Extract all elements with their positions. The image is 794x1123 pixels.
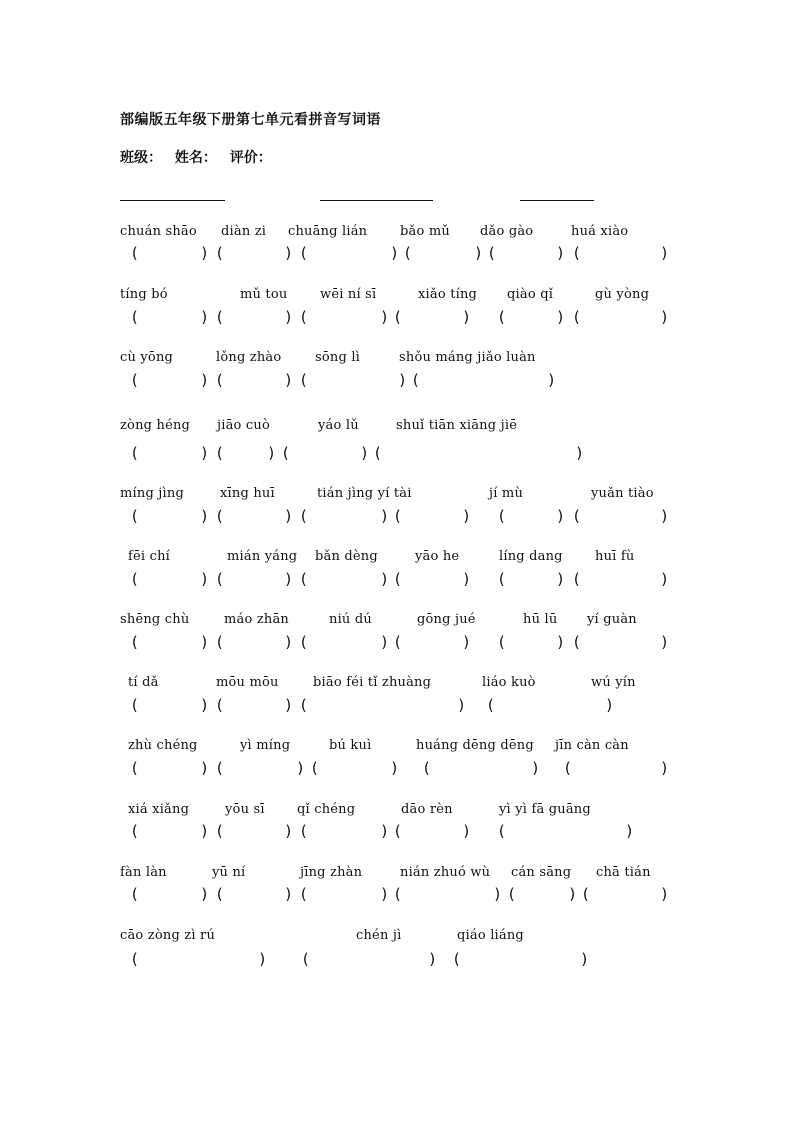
answer-box-open-paren: (	[572, 308, 582, 326]
answer-box-close-paren: )	[200, 822, 210, 840]
pinyin-word: nián zhuó wù	[400, 865, 491, 880]
pinyin-word: bǎo mǔ	[400, 224, 450, 239]
answer-box-open-paren: (	[572, 507, 582, 525]
name-label: 姓名：	[174, 150, 217, 166]
answer-box-open-paren: (	[130, 696, 140, 714]
answer-box-close-paren: )	[200, 308, 210, 326]
answer-box-close-paren: )	[200, 507, 210, 525]
answer-box-close-paren: )	[380, 507, 390, 525]
answer-box-open-paren: (	[497, 507, 507, 525]
answer-box-open-paren: (	[130, 507, 140, 525]
answer-box-close-paren: )	[462, 822, 472, 840]
answer-box-open-paren: (	[497, 308, 507, 326]
answer-box-close-paren: )	[200, 444, 210, 462]
answer-box-open-paren: (	[215, 371, 225, 389]
pinyin-word: huáng dēng dēng	[416, 738, 534, 753]
pinyin-word: bú kuì	[329, 738, 372, 753]
pinyin-word: yū ní	[212, 865, 246, 880]
pinyin-word: yì míng	[240, 738, 291, 753]
answer-box-open-paren: (	[130, 444, 140, 462]
pinyin-word: mǔ tou	[240, 287, 288, 302]
answer-box-open-paren: (	[130, 244, 140, 262]
pinyin-word: cán sāng	[511, 865, 572, 880]
pinyin-word: jiāo cuò	[217, 418, 270, 433]
answer-box-open-paren: (	[299, 885, 309, 903]
answer-box-close-paren: )	[556, 308, 566, 326]
answer-box-open-paren: (	[299, 822, 309, 840]
pinyin-word: yì yì fā guāng	[499, 802, 591, 817]
answer-box-close-paren: )	[380, 633, 390, 651]
answer-box-open-paren: (	[215, 507, 225, 525]
answer-box-open-paren: (	[130, 822, 140, 840]
answer-box-open-paren: (	[215, 244, 225, 262]
answer-box-close-paren: )	[390, 759, 400, 777]
answer-box-open-paren: (	[130, 885, 140, 903]
answer-box-close-paren: )	[200, 633, 210, 651]
pinyin-word: qiào qǐ	[507, 287, 554, 302]
answer-box-close-paren: )	[200, 570, 210, 588]
answer-box-close-paren: )	[462, 308, 472, 326]
answer-box-close-paren: )	[531, 759, 541, 777]
answer-box-close-paren: )	[462, 633, 472, 651]
answer-box-open-paren: (	[215, 885, 225, 903]
answer-box-close-paren: )	[660, 570, 670, 588]
answer-box-open-paren: (	[572, 570, 582, 588]
answer-box-close-paren: )	[556, 570, 566, 588]
answer-box-close-paren: )	[556, 633, 566, 651]
answer-box-close-paren: )	[284, 507, 294, 525]
answer-box-open-paren: (	[497, 633, 507, 651]
pinyin-word: zhù chéng	[128, 738, 198, 753]
answer-box-close-paren: )	[547, 371, 557, 389]
answer-box-close-paren: )	[284, 633, 294, 651]
answer-box-close-paren: )	[493, 885, 503, 903]
answer-box-close-paren: )	[660, 885, 670, 903]
answer-box-close-paren: )	[200, 244, 210, 262]
pinyin-word: míng jìng	[120, 486, 184, 501]
answer-box-open-paren: (	[373, 444, 383, 462]
answer-box-close-paren: )	[568, 885, 578, 903]
answer-box-close-paren: )	[390, 244, 400, 262]
answer-box-open-paren: (	[215, 759, 225, 777]
answer-box-open-paren: (	[507, 885, 517, 903]
pinyin-word: jīng zhàn	[300, 865, 363, 880]
answer-box-close-paren: )	[605, 696, 615, 714]
answer-box-close-paren: )	[660, 759, 670, 777]
answer-box-open-paren: (	[393, 507, 403, 525]
answer-box-close-paren: )	[380, 885, 390, 903]
answer-box-open-paren: (	[281, 444, 291, 462]
class-blank-line	[120, 200, 225, 201]
answer-box-open-paren: (	[215, 308, 225, 326]
answer-box-close-paren: )	[625, 822, 635, 840]
answer-box-close-paren: )	[267, 444, 277, 462]
answer-box-open-paren: (	[299, 507, 309, 525]
answer-box-close-paren: )	[258, 950, 268, 968]
pinyin-word: mōu mōu	[216, 675, 279, 690]
pinyin-word: mián yáng	[227, 549, 298, 564]
answer-box-open-paren: (	[299, 696, 309, 714]
answer-box-open-paren: (	[215, 570, 225, 588]
answer-box-close-paren: )	[380, 570, 390, 588]
answer-box-close-paren: )	[284, 696, 294, 714]
answer-box-open-paren: (	[130, 570, 140, 588]
pinyin-word: biāo féi tǐ zhuàng	[313, 675, 432, 690]
pinyin-word: sōng lì	[315, 350, 361, 365]
answer-box-open-paren: (	[215, 822, 225, 840]
answer-box-close-paren: )	[284, 308, 294, 326]
name-blank-line	[320, 200, 433, 201]
answer-box-open-paren: (	[572, 633, 582, 651]
answer-box-open-paren: (	[130, 633, 140, 651]
pinyin-word: hū lū	[523, 612, 558, 627]
answer-box-open-paren: (	[393, 308, 403, 326]
pinyin-word: qǐ chéng	[297, 802, 356, 817]
pinyin-word: yuǎn tiào	[591, 486, 654, 501]
answer-box-open-paren: (	[572, 244, 582, 262]
answer-box-close-paren: )	[296, 759, 306, 777]
pinyin-word: wēi ní sī	[320, 287, 377, 302]
answer-box-open-paren: (	[301, 950, 311, 968]
pinyin-word: niú dú	[329, 612, 372, 627]
pinyin-word: fàn làn	[120, 865, 167, 880]
answer-box-close-paren: )	[284, 885, 294, 903]
answer-box-open-paren: (	[452, 950, 462, 968]
pinyin-word: tíng bó	[120, 287, 168, 302]
pinyin-word: chā tián	[596, 865, 651, 880]
answer-box-close-paren: )	[200, 696, 210, 714]
pinyin-word: tí dǎ	[128, 675, 159, 690]
answer-box-close-paren: )	[380, 822, 390, 840]
pinyin-word: líng dang	[499, 549, 563, 564]
pinyin-word: shǒu máng jiǎo luàn	[399, 350, 536, 365]
pinyin-word: jīn càn càn	[555, 738, 629, 753]
answer-box-open-paren: (	[393, 633, 403, 651]
answer-box-open-paren: (	[299, 244, 309, 262]
answer-box-open-paren: (	[403, 244, 413, 262]
answer-box-open-paren: (	[422, 759, 432, 777]
student-info-line	[120, 147, 280, 167]
pinyin-word: chuán shāo	[120, 224, 197, 239]
answer-box-close-paren: )	[284, 244, 294, 262]
pinyin-word: xiá xiǎng	[128, 802, 190, 817]
answer-box-close-paren: )	[284, 822, 294, 840]
pinyin-word: huī fù	[595, 549, 635, 564]
answer-box-open-paren: (	[393, 822, 403, 840]
answer-box-open-paren: (	[215, 633, 225, 651]
answer-box-open-paren: (	[130, 371, 140, 389]
answer-box-open-paren: (	[497, 822, 507, 840]
pinyin-word: jí mù	[489, 486, 524, 501]
answer-box-open-paren: (	[487, 244, 497, 262]
answer-box-close-paren: )	[380, 308, 390, 326]
answer-box-close-paren: )	[360, 444, 370, 462]
answer-box-close-paren: )	[200, 759, 210, 777]
pinyin-word: shuǐ tiān xiāng jiē	[396, 418, 518, 433]
answer-box-close-paren: )	[200, 885, 210, 903]
answer-box-close-paren: )	[398, 371, 408, 389]
answer-box-close-paren: )	[457, 696, 467, 714]
answer-box-close-paren: )	[556, 507, 566, 525]
answer-box-close-paren: )	[474, 244, 484, 262]
pinyin-word: bǎn dèng	[315, 549, 378, 564]
pinyin-word: máo zhān	[224, 612, 289, 627]
pinyin-word: xīng huī	[220, 486, 275, 501]
answer-box-open-paren: (	[215, 444, 225, 462]
pinyin-word: chén jì	[356, 928, 402, 943]
answer-box-open-paren: (	[497, 570, 507, 588]
answer-box-open-paren: (	[130, 308, 140, 326]
pinyin-word: qiáo liáng	[457, 928, 524, 943]
pinyin-word: dāo rèn	[401, 802, 453, 817]
answer-box-close-paren: )	[660, 507, 670, 525]
answer-box-open-paren: (	[563, 759, 573, 777]
pinyin-word: yāo he	[415, 549, 460, 564]
pinyin-word: dǎo gào	[480, 224, 534, 239]
pinyin-word: gù yòng	[595, 287, 650, 302]
pinyin-word: wú yín	[591, 675, 636, 690]
pinyin-word: yáo lǔ	[318, 418, 359, 433]
pinyin-word: gōng jué	[417, 612, 476, 627]
answer-box-open-paren: (	[393, 885, 403, 903]
answer-box-open-paren: (	[299, 371, 309, 389]
answer-box-open-paren: (	[130, 759, 140, 777]
answer-box-open-paren: (	[310, 759, 320, 777]
pinyin-word: yōu sī	[225, 802, 265, 817]
pinyin-word: yí guàn	[587, 612, 637, 627]
answer-box-close-paren: )	[428, 950, 438, 968]
pinyin-word: lǒng zhào	[216, 350, 282, 365]
pinyin-word: cāo zòng zì rú	[120, 928, 216, 943]
answer-box-close-paren: )	[556, 244, 566, 262]
answer-box-open-paren: (	[299, 570, 309, 588]
pinyin-word: fēi chí	[128, 549, 171, 564]
answer-box-close-paren: )	[660, 308, 670, 326]
answer-box-open-paren: (	[486, 696, 496, 714]
answer-box-close-paren: )	[660, 244, 670, 262]
answer-box-open-paren: (	[393, 570, 403, 588]
score-label: 评价：	[229, 150, 272, 166]
answer-box-close-paren: )	[575, 444, 585, 462]
answer-box-close-paren: )	[200, 371, 210, 389]
class-label: 班级：	[120, 150, 162, 166]
answer-box-open-paren: (	[299, 633, 309, 651]
pinyin-word: tián jìng yí tài	[317, 486, 412, 501]
answer-box-close-paren: )	[580, 950, 590, 968]
answer-box-open-paren: (	[215, 696, 225, 714]
pinyin-word: shēng chù	[120, 612, 190, 627]
pinyin-word: zòng héng	[120, 418, 191, 433]
pinyin-word: cù yōng	[120, 350, 174, 365]
answer-box-open-paren: (	[411, 371, 421, 389]
pinyin-word: xiǎo tíng	[418, 287, 478, 302]
answer-box-close-paren: )	[462, 507, 472, 525]
score-blank-line	[520, 200, 594, 201]
answer-box-close-paren: )	[284, 570, 294, 588]
answer-box-open-paren: (	[299, 308, 309, 326]
pinyin-word: chuāng lián	[288, 224, 368, 239]
pinyin-word: huá xiào	[571, 224, 629, 239]
pinyin-word: liáo kuò	[482, 675, 536, 690]
answer-box-open-paren: (	[581, 885, 591, 903]
answer-box-close-paren: )	[660, 633, 670, 651]
answer-box-close-paren: )	[462, 570, 472, 588]
answer-box-open-paren: (	[130, 950, 140, 968]
pinyin-word: diàn zi	[221, 224, 267, 239]
answer-box-close-paren: )	[284, 371, 294, 389]
worksheet-title: 部编版五年级下册第七单元看拼音写词语	[120, 112, 381, 128]
